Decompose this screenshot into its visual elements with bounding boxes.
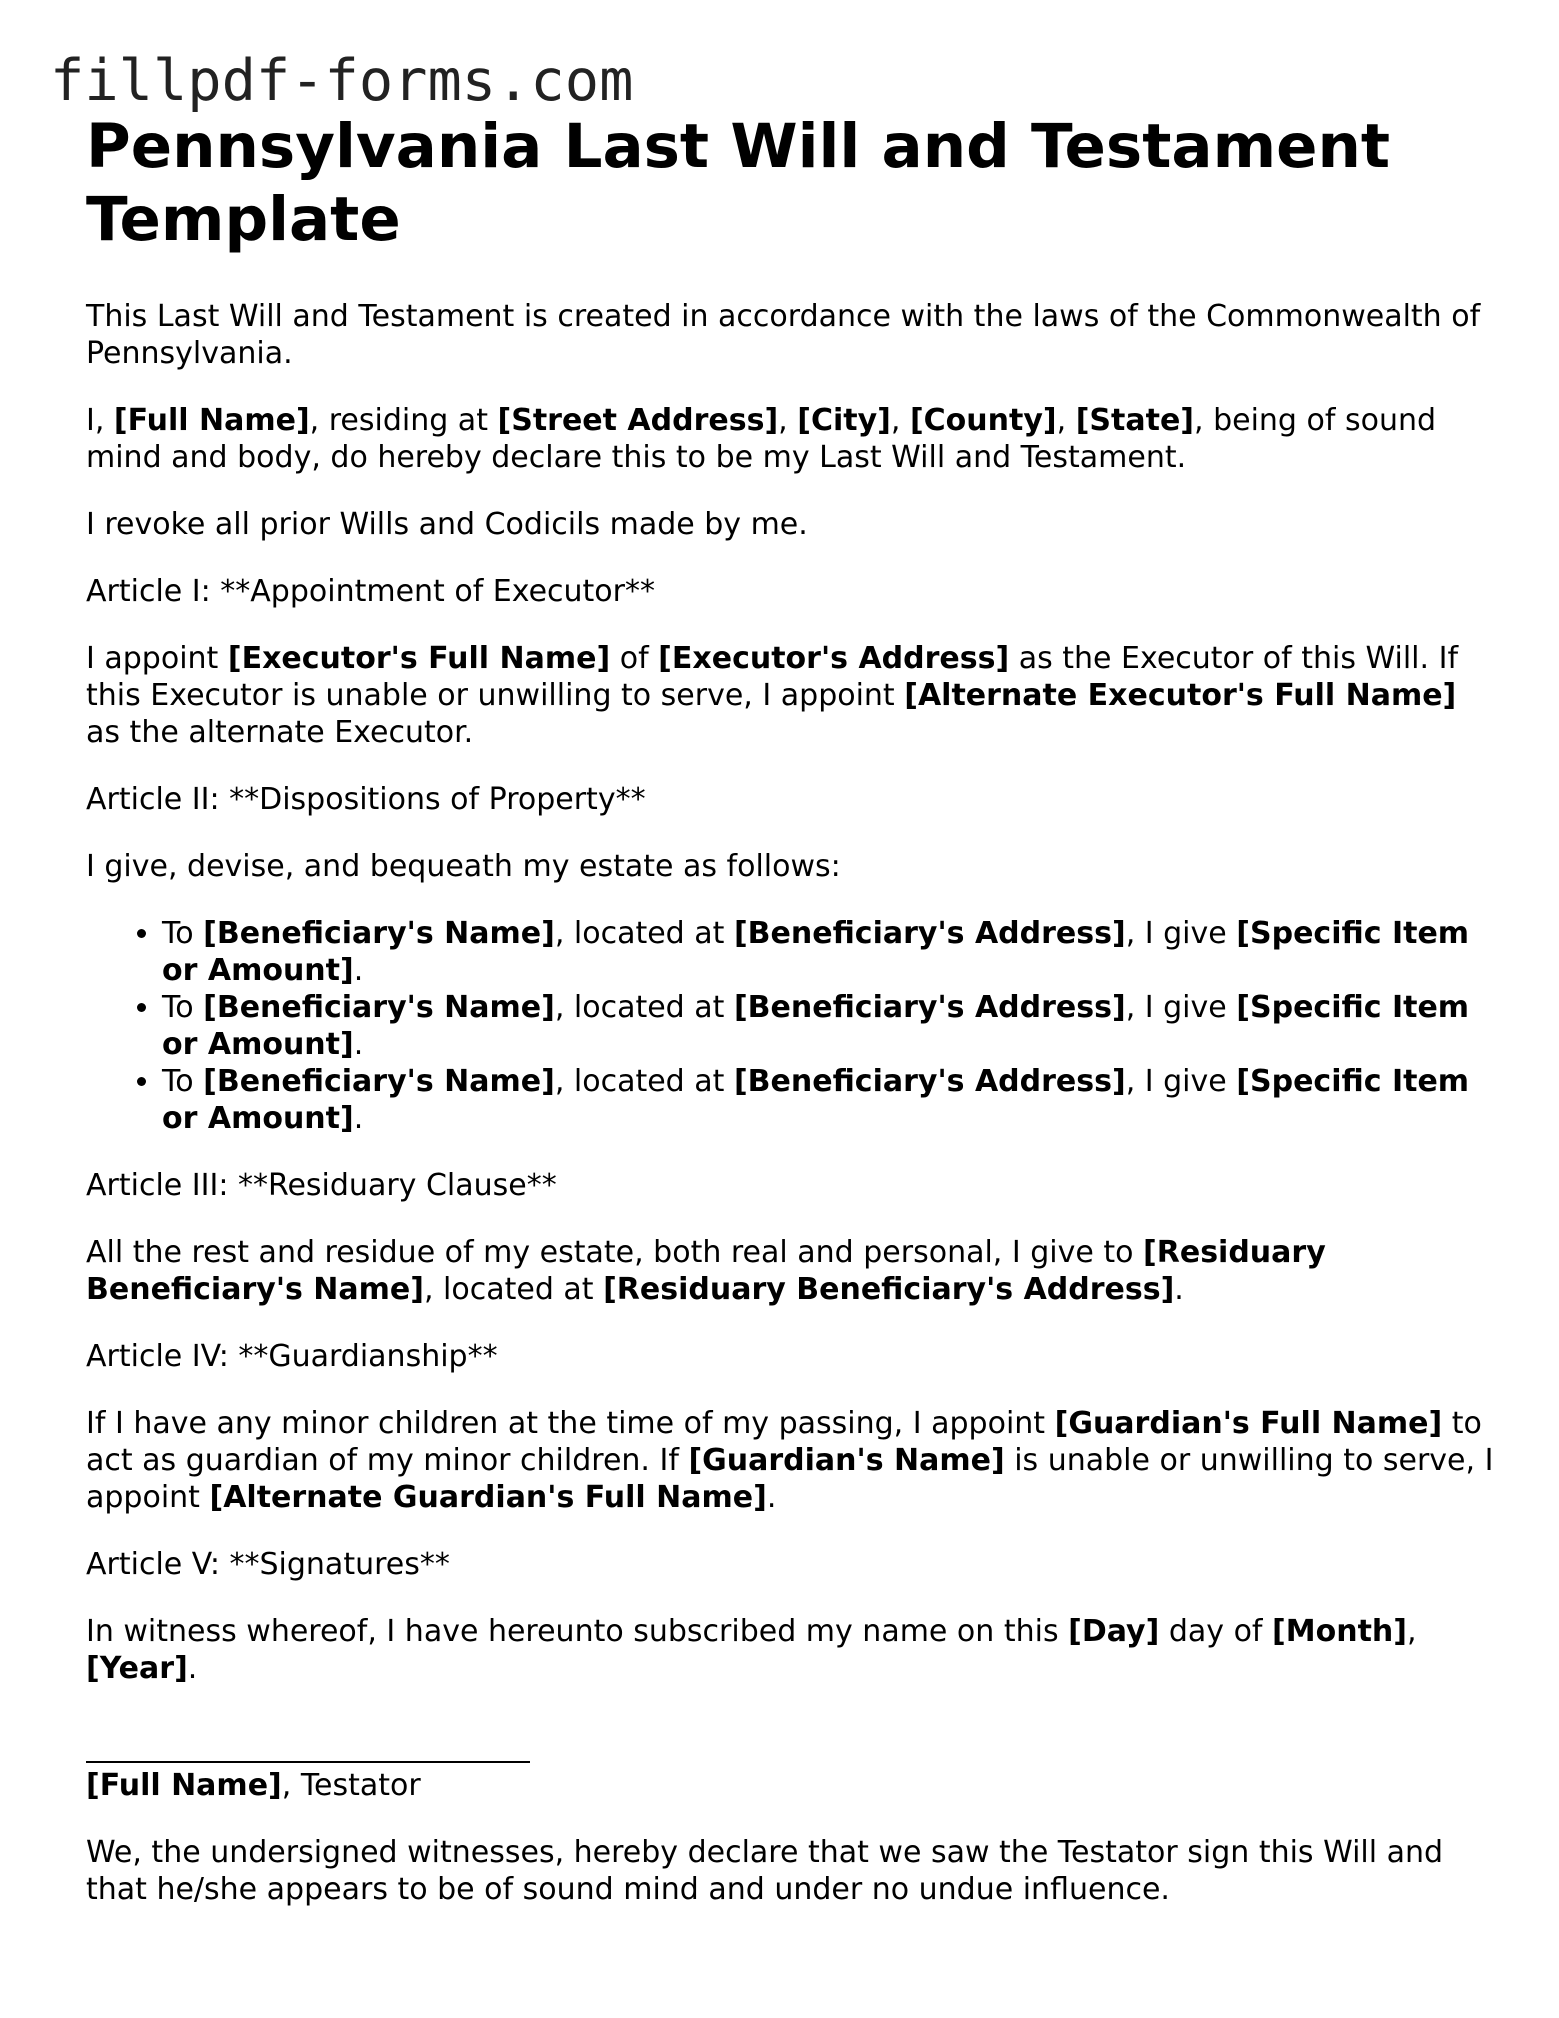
executor-name-field: [Executor's Full Name] (227, 641, 611, 676)
article-3-body: All the rest and residue of my estate, both real and personal, I give to [Residuary Beneficiary's Name], located at [Residuary Beneficiary's Address]. (86, 1235, 1326, 1307)
article-3-heading: Article III: **Residuary Clause** (86, 1168, 557, 1203)
specific-item-field: [Specific Item or Amount] (162, 1064, 1470, 1136)
street-address-field: [Street Address] (497, 403, 779, 438)
city-field: [City] (797, 403, 891, 438)
testator-name-field: [Full Name] (86, 1768, 282, 1803)
month-field: [Month] (1272, 1614, 1407, 1649)
residuary-name-field: [Residuary Beneficiary's Name] (86, 1235, 1326, 1307)
guardian-full-name-field: [Guardian's Full Name] (1054, 1406, 1443, 1441)
beneficiary-address-field: [Beneficiary's Address] (733, 990, 1126, 1025)
day-field: [Day] (1068, 1614, 1160, 1649)
county-field: [County] (909, 403, 1057, 438)
revoke-paragraph: I revoke all prior Wills and Codicils made by me. (86, 507, 808, 542)
alternate-guardian-field: [Alternate Guardian's Full Name] (209, 1480, 767, 1515)
testator-signature-label: [Full Name], Testator (86, 1768, 421, 1803)
article-1-body: I appoint [Executor's Full Name] of [Executor's Address] as the Executor of this Will. If this Executor is unable or unwilling to serve, I appoint [Alternate Executor's Full Name] as the alternate Executor. (86, 641, 1459, 750)
beneficiary-address-field: [Beneficiary's Address] (733, 916, 1126, 951)
article-2-heading: Article II: **Dispositions of Property** (86, 782, 646, 817)
article-5-heading: Article V: **Signatures** (86, 1547, 450, 1582)
state-field: [State] (1075, 403, 1195, 438)
beneficiary-name-field: [Beneficiary's Name] (203, 1064, 555, 1099)
article-5-body: In witness whereof, I have hereunto subscribed my name on this [Day] day of [Month], [Year]. (86, 1614, 1417, 1686)
bequest-item: • To [Beneficiary's Name], located at [Beneficiary's Address], I give [Specific Item or Amount]. (162, 915, 1496, 989)
signature-line (86, 1731, 530, 1763)
guardian-name-field: [Guardian's Name] (688, 1443, 1005, 1478)
article-4-heading: Article IV: **Guardianship** (86, 1339, 498, 1374)
testator-signature-block (86, 1731, 1496, 1804)
document-page (86, 110, 1496, 1938)
beneficiary-name-field: [Beneficiary's Name] (203, 990, 555, 1025)
specific-item-field: [Specific Item or Amount] (162, 916, 1470, 988)
document-title: Pennsylvania Last Will and Testament Template (86, 111, 1391, 255)
executor-address-field: [Executor's Address] (658, 641, 1010, 676)
specific-item-field: [Specific Item or Amount] (162, 990, 1470, 1062)
declaration-paragraph: I, [Full Name], residing at [Street Address], [City], [County], [State], being of sound mind and body, do hereby declare this to be my Last Will and Testament. (86, 403, 1437, 475)
watermark-logo: fillpdf-forms.com (50, 48, 634, 114)
alternate-executor-field: [Alternate Executor's Full Name] (904, 678, 1457, 713)
article-4-body: If I have any minor children at the time of my passing, I appoint [Guardian's Full Name] to act as guardian of my minor children. If [Guardian's Name] is unable or unwilling to serve, I appoint [Alternate Guardian's Full Name]. (86, 1406, 1494, 1515)
bequest-item: • To [Beneficiary's Name], located at [Beneficiary's Address], I give [Specific Item or Amount]. (162, 1063, 1496, 1137)
bequest-list (86, 915, 1496, 1137)
beneficiary-address-field: [Beneficiary's Address] (733, 1064, 1126, 1099)
year-field: [Year] (86, 1651, 188, 1686)
intro-paragraph: This Last Will and Testament is created in accordance with the laws of the Commonwealth of Pennsylvania. (86, 299, 1481, 371)
bequest-item: • To [Beneficiary's Name], located at [Beneficiary's Address], I give [Specific Item or Amount]. (162, 989, 1496, 1063)
witness-paragraph: We, the undersigned witnesses, hereby declare that we saw the Testator sign this Will and that he/she appears to be of sound mind and under no undue influence. (86, 1835, 1444, 1907)
beneficiary-name-field: [Beneficiary's Name] (203, 916, 555, 951)
full-name-field: [Full Name] (113, 403, 310, 438)
article-1-heading: Article I: **Appointment of Executor** (86, 574, 655, 609)
residuary-address-field: [Residuary Beneficiary's Address] (603, 1272, 1175, 1307)
article-2-lead: I give, devise, and bequeath my estate as follows: (86, 849, 841, 884)
